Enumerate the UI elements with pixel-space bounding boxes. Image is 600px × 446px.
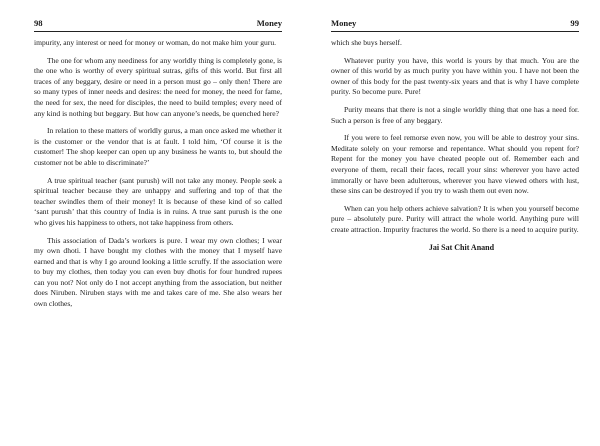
paragraph: Purity means that there is not a single worldly thing that one has a need for. Such a person is free of any beggary. xyxy=(331,104,579,125)
paragraph: The one for whom any neediness for any worldly thing is completely gone, is the one who is worthy of every spiritual sutras, gifts of this world. But first all traces of any beggary, desire or need in a person must go – only then! There are so many types of inner needs and desires: the need for money, the need for fame, the need for sex, the need for disciples, the need to build temples; every need of any kind is nothing but beggary. But how can anyone’s needs, be quenched here? xyxy=(34,55,282,118)
right-running-head: Money xyxy=(331,18,357,28)
paragraph: If you were to feel remorse even now, you will be able to destroy your sins. Meditate solely on your remorse and repentance. What should you repent for? Repent for the money you have cheated people out of. Remember each and everyone of them, recall their faces, recall your sins: wherever you have acted immorally or have been adulterous, wherever you have viewed others with lust, these sins can be destroyed if you try to wash them out even now. xyxy=(331,133,579,196)
left-page-number: 98 xyxy=(34,18,43,28)
paragraph: When can you help others achieve salvation? It is when you yourself become pure – absolutely pure. Purity will attract the whole world. Anything pure will create attraction. Impurity fractures the world. So there is a need to acquire purity. xyxy=(331,203,579,234)
paragraph: This association of Dada’s workers is pure. I wear my own clothes; I wear my own dhoti. I have bought my clothes with the money that I myself have earned and that is why I go around looking a little scruffy. If the association were to buy my clothes, then today you can even buy dhotis for four hundred rupees can you not? Not only do I not accept anything from the association, but neither does Niruben. Niruben stays with me and takes care of me. She also wears her own clothes, xyxy=(34,235,282,309)
paragraph: A true spiritual teacher (sant purush) will not take any money. People seek a spiritual teacher because they are unhappy and suffering and top of that the teacher swindles them of their money! It is because of these kind of so called ‘sant purush’ that this country of India is in ruins. A true sant purush is the one who gives his happiness to others, not take happiness from others. xyxy=(34,175,282,227)
left-running-head: Money xyxy=(256,18,282,28)
left-page xyxy=(34,0,282,446)
right-page-header xyxy=(331,17,579,32)
right-page-number: 99 xyxy=(570,18,579,28)
left-page-header xyxy=(34,17,282,32)
paragraph: impurity, any interest or need for money or woman, do not make him your guru. xyxy=(34,38,277,47)
right-page-body xyxy=(331,38,579,260)
right-page xyxy=(331,0,579,446)
paragraph: which she buys herself. xyxy=(331,38,402,47)
paragraph: In relation to these matters of worldly gurus, a man once asked me whether it is the customer or the vendor that is at fault. I told him, ‘Of course it is the customer! The shop keeper can open up any business he wants to, but should the customer not be able to discriminate?’ xyxy=(34,126,282,167)
paragraph: Whatever purity you have, this world is yours by that much. You are the owner of this world by as much purity you have within you. I have not been the owner of this body for the past twenty-six years and that is why I have complete purity. So become pure. Pure! xyxy=(331,55,579,97)
closing-salutation: Jai Sat Chit Anand xyxy=(428,242,495,252)
left-page-body xyxy=(34,38,282,317)
